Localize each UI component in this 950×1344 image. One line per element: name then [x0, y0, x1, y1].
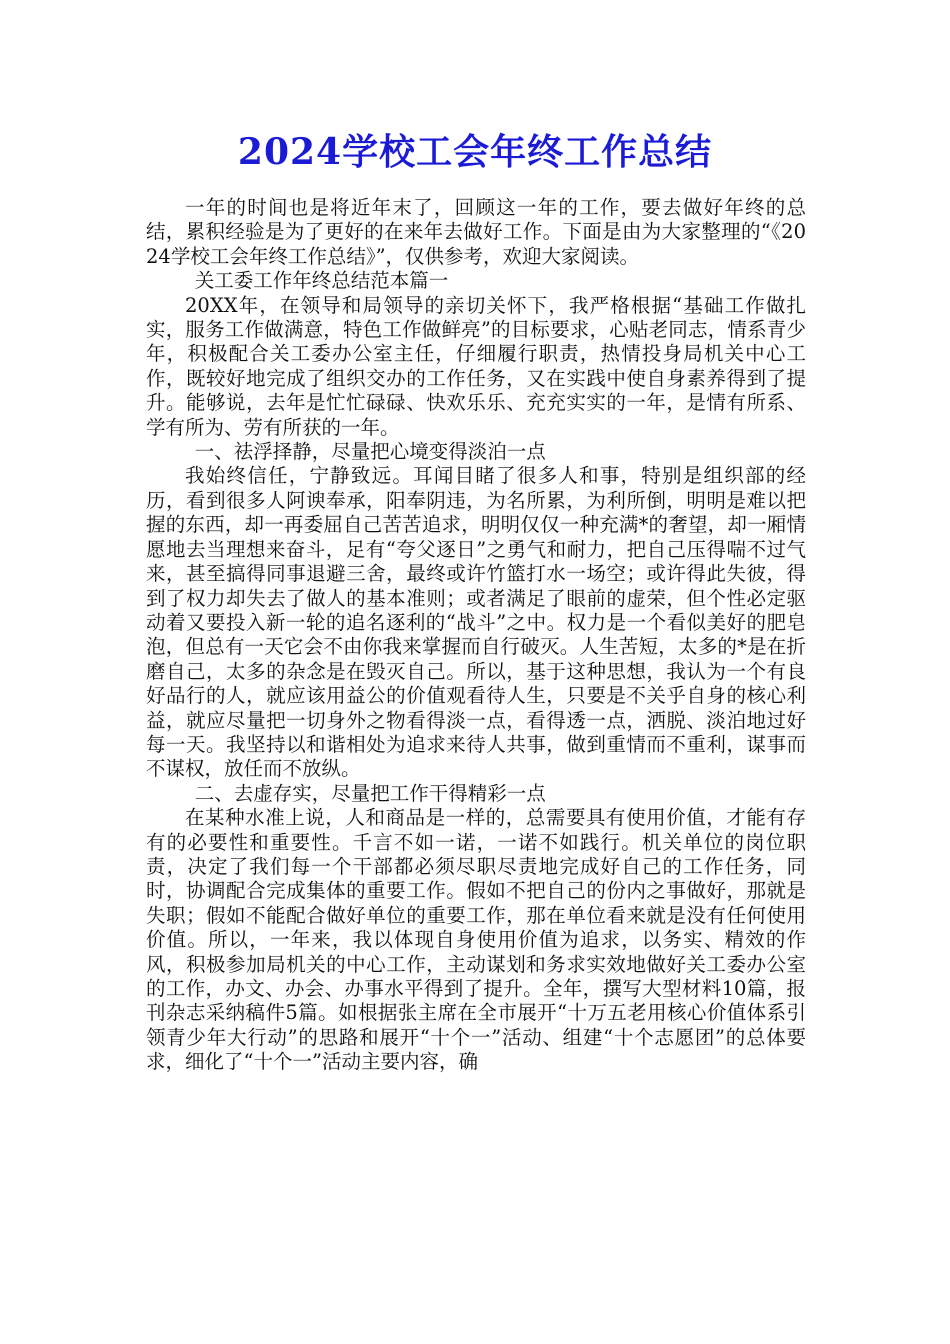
section-heading-1: 一、祛浮择静，尽量把心境变得淡泊一点 — [194, 440, 546, 464]
intro-paragraph: 一年的时间也是将近年末了，回顾这一年的工作，要去做好年终的总结，累积经验是为了更好的在来年去做好工作。下面是由为大家整理的“《2024学校工会年终工作总结》”，仅供参考，欢迎大家阅读。 — [146, 196, 806, 268]
body-paragraph-1: 20XX年，在领导和局领导的亲切关怀下，我严格根据“基础工作做扎实，服务工作做满意，特色工作做鲜亮”的目标要求，心贴老同志，情系青少年，积极配合关工委办公室主任，仔细履行职责，热情投身局机关中心工作，既较好地完成了组织交办的工作任务，又在实践中使自身素养得到了提升。能够说，去年是忙忙碌碌、快欢乐乐、充充实实的一年，是情有所系、学有所为、劳有所获的一年。 — [146, 293, 806, 439]
section-subtitle: 关工委工作年终总结范本篇一 — [194, 269, 449, 293]
section-heading-2: 二、去虚存实，尽量把工作干得精彩一点 — [194, 781, 546, 805]
document-title: 2024学校工会年终工作总结 — [237, 131, 713, 173]
body-paragraph-2: 我始终信任，宁静致远。耳闻目睹了很多人和事，特别是组织部的经历，看到很多人阿谀奉承，阳奉阴违，为名所累，为利所倒，明明是难以把握的东西，却一再委屈自己苦苦追求，明明仅仅一种充满*的奢望，却一厢情愿地去当理想来奋斗，足有“夸父逐日”之勇气和耐力，把自己压得喘不过气来，甚至搞得同事退避三舍，最终或许竹篮打水一场空；或许得此失彼，得到了权力却失去了做人的基本准则；或者满足了眼前的虚荣，但个性必定驱动着又要投入新一轮的追名逐利的“战斗”之中。权力是一个看似美好的肥皂泡，但总有一天它会不由你我来掌握而自行破灭。人生苦短，太多的*是在折磨自己，太多的杂念是在毁灭自己。所以，基于这种思想，我认为一个有良好品行的人，就应该用益公的价值观看待人生，只要是不关乎自身的核心利益，就应尽量把一切身外之物看得淡一点，看得透一点，洒脱、淡泊地过好每一天。我坚持以和谐相处为追求来待人共事，做到重情而不重利，谋事而不谋权，放任而不放纵。 — [146, 464, 806, 781]
body-paragraph-3: 在某种水准上说，人和商品是一样的，总需要具有使用价值，才能有存有的必要性和重要性。千言不如一诺，一诺不如践行。机关单位的岗位职责，决定了我们每一个干部都必须尽职尽责地完成好自己的工作任务，同时，协调配合完成集体的重要工作。假如不把自己的份内之事做好，那就是失职；假如不能配合做好单位的重要工作，那在单位看来就是没有任何使用价值。所以，一年来，我以体现自身使用价值为追求，以务实、精效的作风，积极参加局机关的中心工作，主动谋划和务求实效地做好关工委办公室的工作，办文、办会、办事水平得到了提升。全年，撰写大型材料10篇，报刊杂志采纳稿件5篇。如根据张主席在全市展开“十万五老用核心价值体系引领青少年大行动”的思路和展开“十个一”活动、组建“十个志愿团”的总体要求，细化了“十个一”活动主要内容，确 — [146, 806, 806, 1074]
document-body — [146, 196, 806, 1075]
